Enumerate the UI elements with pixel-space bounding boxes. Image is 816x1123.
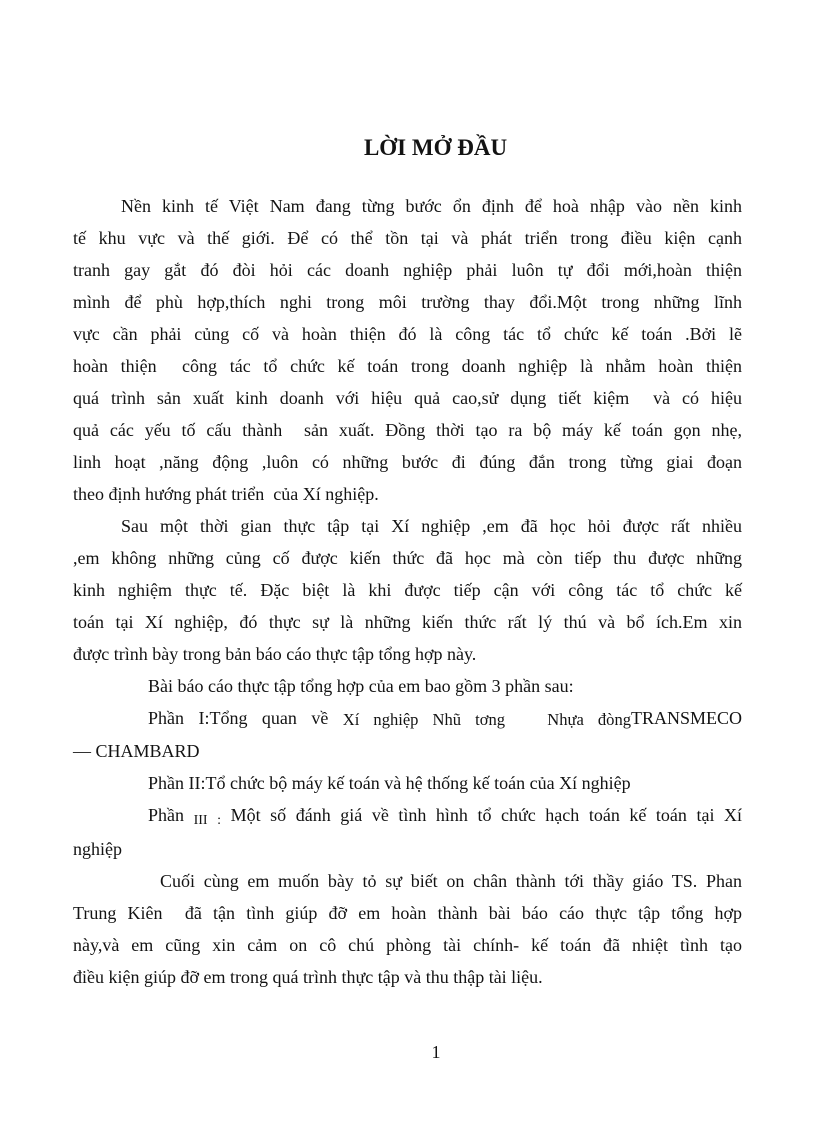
- text-line: kinh nghiệm thực tế. Đặc biệt là khi được tiếp cận với công tác tổ chức kế: [73, 580, 742, 600]
- text-line: mình để phù hợp,thích nghi trong môi trường thay đổi.Một trong những lĩnh: [73, 292, 742, 312]
- text-segment: :: [217, 812, 222, 828]
- text-line: tế khu vực và thế giới. Để có thể tồn tại và phát triển trong điều kiện cạnh: [73, 228, 742, 248]
- text-line: Phần II:Tổ chức bộ máy kế toán và hệ thống kế toán của Xí nghiệp: [148, 773, 631, 793]
- paragraph: [73, 190, 742, 510]
- text-segment: Xí nghiệp Nhũ tơng Nhựa đòng: [342, 710, 631, 729]
- text-line: Bài báo cáo thực tập tổng hợp của em bao gồm 3 phần sau:: [148, 676, 574, 696]
- text-line: Cuối cùng em muốn bày tỏ sự biết on chân thành tới thầy giáo TS. Phan: [160, 871, 742, 891]
- text-segment: TRANSMECO: [631, 708, 743, 728]
- text-line: theo định hướng phát triển của Xí nghiệp.: [73, 484, 379, 504]
- text-line: được trình bày trong bản báo cáo thực tập tổng hợp này.: [73, 644, 477, 664]
- paragraph: [73, 702, 742, 767]
- text-line: quá trình sản xuất kinh doanh với hiệu quả cao,sử dụng tiết kiệm và có hiệu: [73, 388, 742, 408]
- text-line: — CHAMBARD: [73, 741, 200, 761]
- paragraph: [73, 510, 742, 670]
- text-line: điều kiện giúp đỡ em trong quá trình thực tập và thu thập tài liệu.: [73, 967, 543, 987]
- text-line: này,và em cũng xin cảm on cô chú phòng tài chính- kế toán đã nhiệt tình tạo: [73, 935, 742, 955]
- text-line: nghiệp: [73, 839, 122, 859]
- text-segment: Một số đánh giá về tình hình tổ chức hạch toán kế toán tại Xí: [221, 805, 743, 825]
- page-number: 1: [431, 1042, 441, 1062]
- text-line: tranh gay gắt đó đòi hỏi các doanh nghiệp phải luôn tự đổi mới,hoàn thiện: [73, 260, 742, 280]
- text-line: [73, 702, 742, 735]
- text-segment: Phần: [148, 805, 194, 825]
- page-content: [73, 0, 742, 993]
- text-line: quả các yếu tố cấu thành sản xuất. Đồng thời tạo ra bộ máy kế toán gọn nhẹ,: [73, 420, 742, 440]
- text-line: ,em không những củng cố được kiến thức đã học mà còn tiếp thu được những: [73, 548, 742, 568]
- text-segment: Phần I:Tổng quan về: [148, 708, 343, 728]
- text-line: vực cần phải củng cố và hoàn thiện đó là công tác tổ chức kế toán .Bởi lẽ: [73, 324, 742, 344]
- text-line: Nền kinh tế Việt Nam đang từng bước ổn định để hoà nhập vào nền kinh: [121, 196, 742, 216]
- text-line: toán tại Xí nghiệp, đó thực sự là những kiến thức rất lý thú và bổ ích.Em xin: [73, 612, 742, 632]
- text-line: [73, 799, 742, 833]
- paragraph: [73, 799, 742, 865]
- text-segment: III: [193, 812, 208, 828]
- text-line: hoàn thiện công tác tổ chức kế toán trong doanh nghiệp là nhằm hoàn thiện: [73, 356, 742, 376]
- text-segment: [208, 805, 218, 825]
- text-line: Sau một thời gian thực tập tại Xí nghiệp ,em đã học hỏi được rất nhiều: [121, 516, 742, 536]
- page-footer: [0, 1042, 816, 1063]
- paragraph: [73, 865, 742, 993]
- text-line: linh hoạt ,năng động ,luôn có những bước đi đúng đắn trong từng giai đoạn: [73, 452, 742, 472]
- paragraph: [73, 670, 742, 702]
- page-title: LỜI MỞ ĐẦU: [363, 135, 508, 160]
- body-text: [73, 190, 742, 993]
- paragraph: [73, 767, 742, 799]
- text-line: Trung Kiên đã tận tình giúp đỡ em hoàn thành bài báo cáo thực tập tổng hợp: [73, 903, 742, 923]
